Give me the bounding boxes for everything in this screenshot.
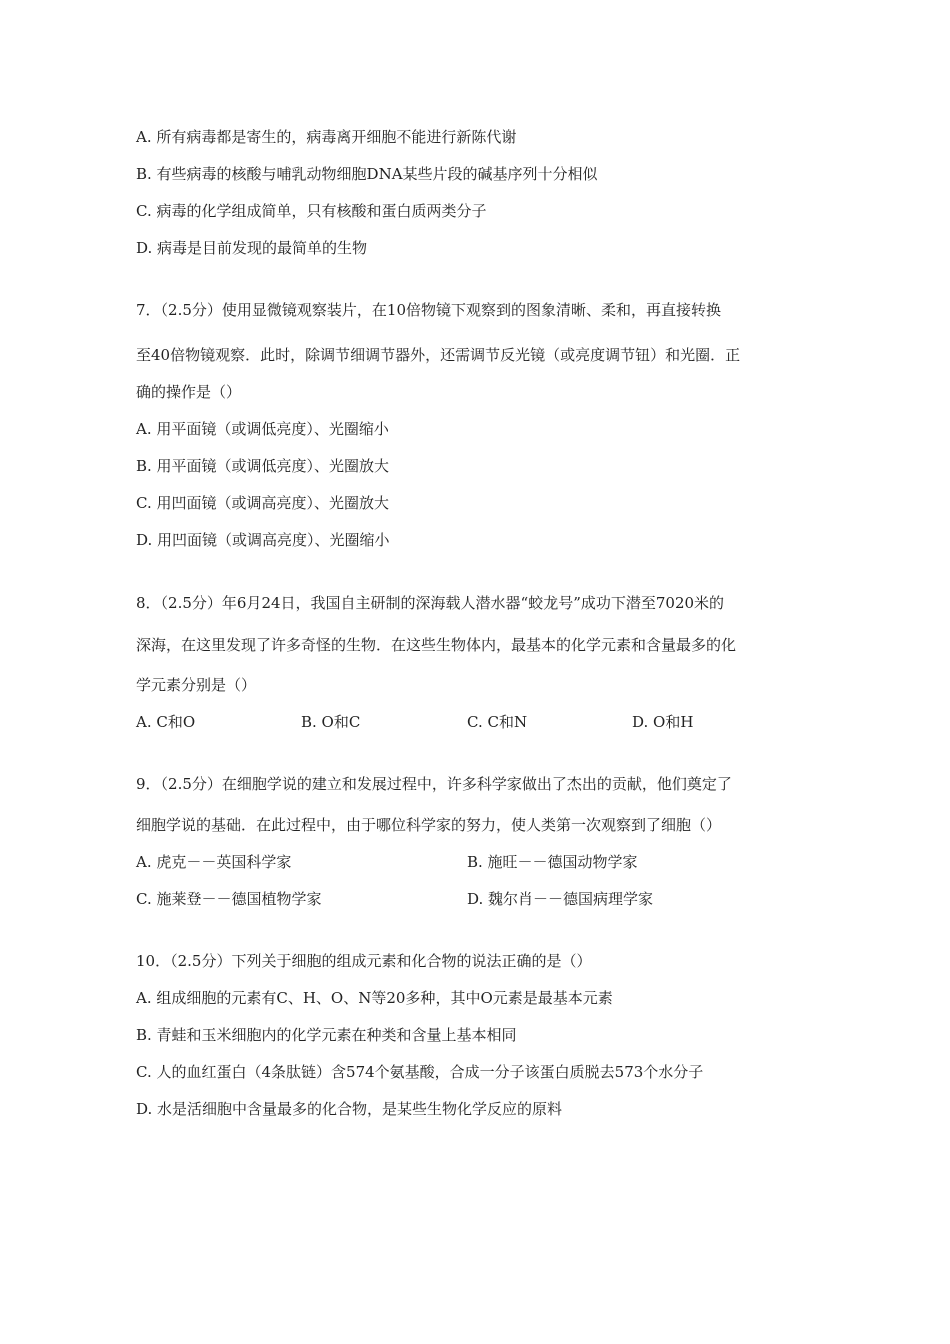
q9-stem-line-2: 细胞学说的基础．在此过程中，由于哪位科学家的努力，使人类第一次观察到了细胞（） [136,816,722,834]
q8-stem-line-3: 学元素分别是（） [136,676,257,694]
q8-stem-line-1: 8．（2.5分）年6月24日，我国自主研制的深海载人潜水器“蛟龙号”成功下潜至7020米的 [136,594,725,612]
q10-stem-line-1: 10．（2.5分）下列关于细胞的组成元素和化合物的说法正确的是（） [136,952,592,970]
q8-option-c: C. C和N [467,713,528,731]
q7-stem-line-3: 确的操作是（） [136,383,242,401]
q6-option-b: B. 有些病毒的核酸与哺乳动物细胞DNA某些片段的碱基序列十分相似 [136,165,598,183]
q7-option-a: A. 用平面镜（或调低亮度）、光圈缩小 [136,420,389,438]
q9-stem-line-1: 9．（2.5分）在细胞学说的建立和发展过程中，许多科学家做出了杰出的贡献，他们奠定了 [136,775,732,793]
q6-option-d: D. 病毒是目前发现的最简单的生物 [136,239,368,257]
q8-option-a: A. C和O [136,713,196,731]
q9-option-b: B. 施旺－－德国动物学家 [467,853,638,871]
q7-option-d: D. 用凹面镜（或调高亮度）、光圈缩小 [136,531,390,549]
q9-option-c: C. 施莱登－－德国植物学家 [136,890,322,908]
q10-option-d: D. 水是活细胞中含量最多的化合物，是某些生物化学反应的原料 [136,1100,563,1118]
q8-option-b: B. O和C [301,713,361,731]
q8-stem-line-2: 深海，在这里发现了许多奇怪的生物．在这些生物体内，最基本的化学元素和含量最多的化 [136,636,737,654]
q7-stem-line-1: 7．（2.5分）使用显微镜观察装片，在10倍物镜下观察到的图象清晰、柔和，再直接转换 [136,301,721,319]
q10-option-a: A. 组成细胞的元素有C、H、O、N等20多种，其中O元素是最基本元素 [136,989,613,1007]
q7-stem-line-2: 至40倍物镜观察．此时，除调节细调节器外，还需调节反光镜（或亮度调节钮）和光圈．正 [136,346,741,364]
q9-option-d: D. 魏尔肖－－德国病理学家 [467,890,654,908]
q10-option-c: C. 人的血红蛋白（4条肽链）含574个氨基酸，合成一分子该蛋白质脱去573个水分子 [136,1063,704,1081]
q9-option-a: A. 虎克－－英国科学家 [136,853,292,871]
q8-option-d: D. O和H [632,713,694,731]
q6-option-a: A. 所有病毒都是寄生的，病毒离开细胞不能进行新陈代谢 [136,128,517,146]
q10-option-b: B. 青蛙和玉米细胞内的化学元素在种类和含量上基本相同 [136,1026,517,1044]
q6-option-c: C. 病毒的化学组成简单，只有核酸和蛋白质两类分子 [136,202,487,220]
q7-option-b: B. 用平面镜（或调低亮度）、光圈放大 [136,457,390,475]
q7-option-c: C. 用凹面镜（或调高亮度）、光圈放大 [136,494,389,512]
